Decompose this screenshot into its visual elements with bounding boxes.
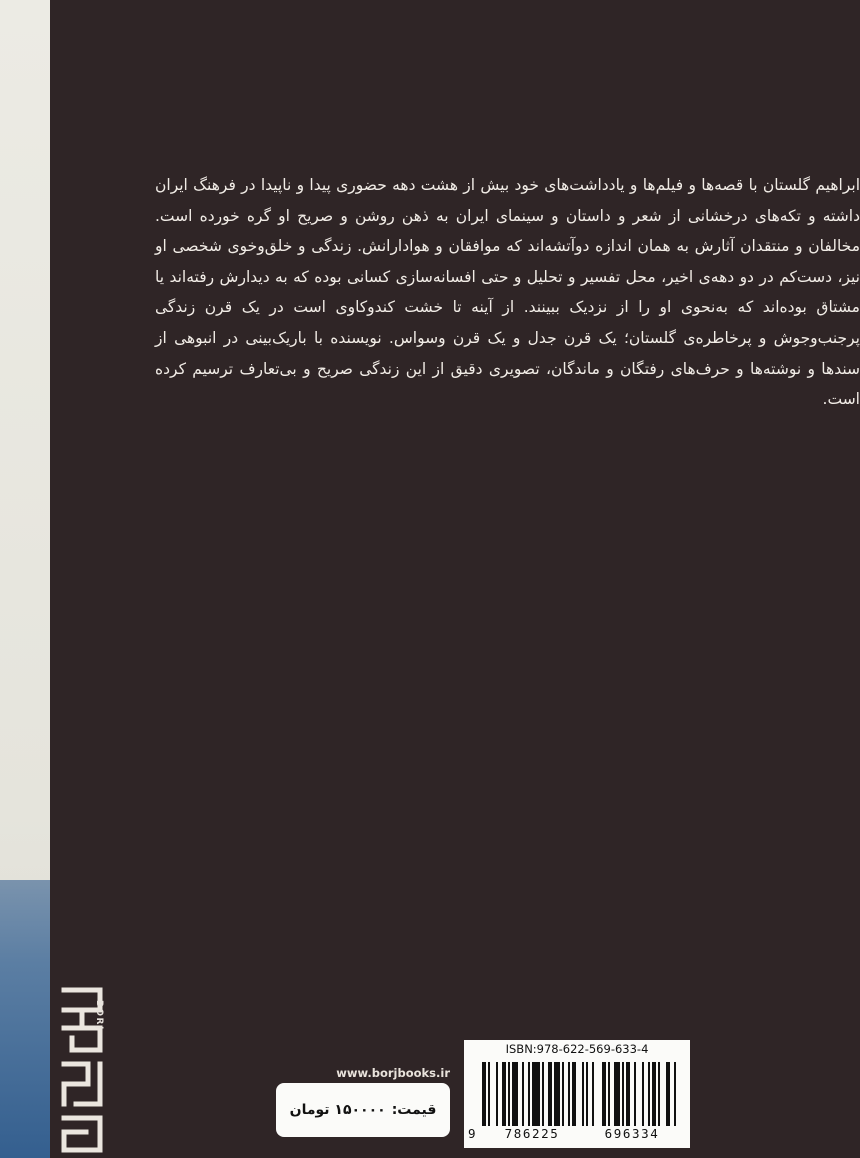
barcode-digit-group: 786225 <box>504 1126 560 1141</box>
barcode-icon <box>482 1062 678 1126</box>
spine-blue-accent <box>0 880 50 1158</box>
price-label: قیمت: <box>391 1102 437 1118</box>
barcode-panel <box>464 1058 690 1148</box>
price-label-box <box>276 1083 450 1137</box>
barcode-digits <box>468 1126 686 1146</box>
price-value: ۱۵۰۰۰۰ تومان <box>289 1102 386 1118</box>
barcode-digit-group: 9 <box>468 1126 478 1141</box>
barcode-digit-group: 696334 <box>604 1126 660 1141</box>
publisher-website-link[interactable]: www.borjbooks.ir <box>336 1066 450 1080</box>
borj-logo-text: BORJ <box>94 1000 104 1031</box>
blurb-text: ابراهیم گلستان با قصه‌ها و فیلم‌ها و یادداشت‌های خود بیش از هشت دهه حضوری پیدا و ناپیدا در فرهنگ ایران داشته و تکه‌های درخشانی از شعر و داستان و سینمای ایران به ذهن روشن و صریح او گره خورده است. مخالفان و منتقدان آثارش به همان اندازه دوآتشه‌اند که موافقان و هوادارانش. زندگی و خلق‌وخوی شخصی او نیز، دست‌کم در دو دهه‌ی اخیر، محل تفسیر و تحلیل و حتی افسانه‌سازی کسانی بوده که به دیدارش رفته‌اند یا مشتاق بوده‌اند که به‌نحوی او را از نزدیک ببینند. از آینه تا خشت کندوکاوی است در یک قرن زندگی پرجنب‌وجوش و پرخاطره‌ی گلستان؛ یک قرن جدل و یک قرن وسواس. نویسنده با باریک‌بینی در انبوهی از سندها و نوشته‌ها و حرف‌های رفتگان و ماندگان، تصویری دقیق از این زندگی صریح و بی‌تعارف ترسیم کرده است. <box>155 176 860 409</box>
isbn-number: ISBN:978-622-569-633-4 <box>464 1040 690 1058</box>
